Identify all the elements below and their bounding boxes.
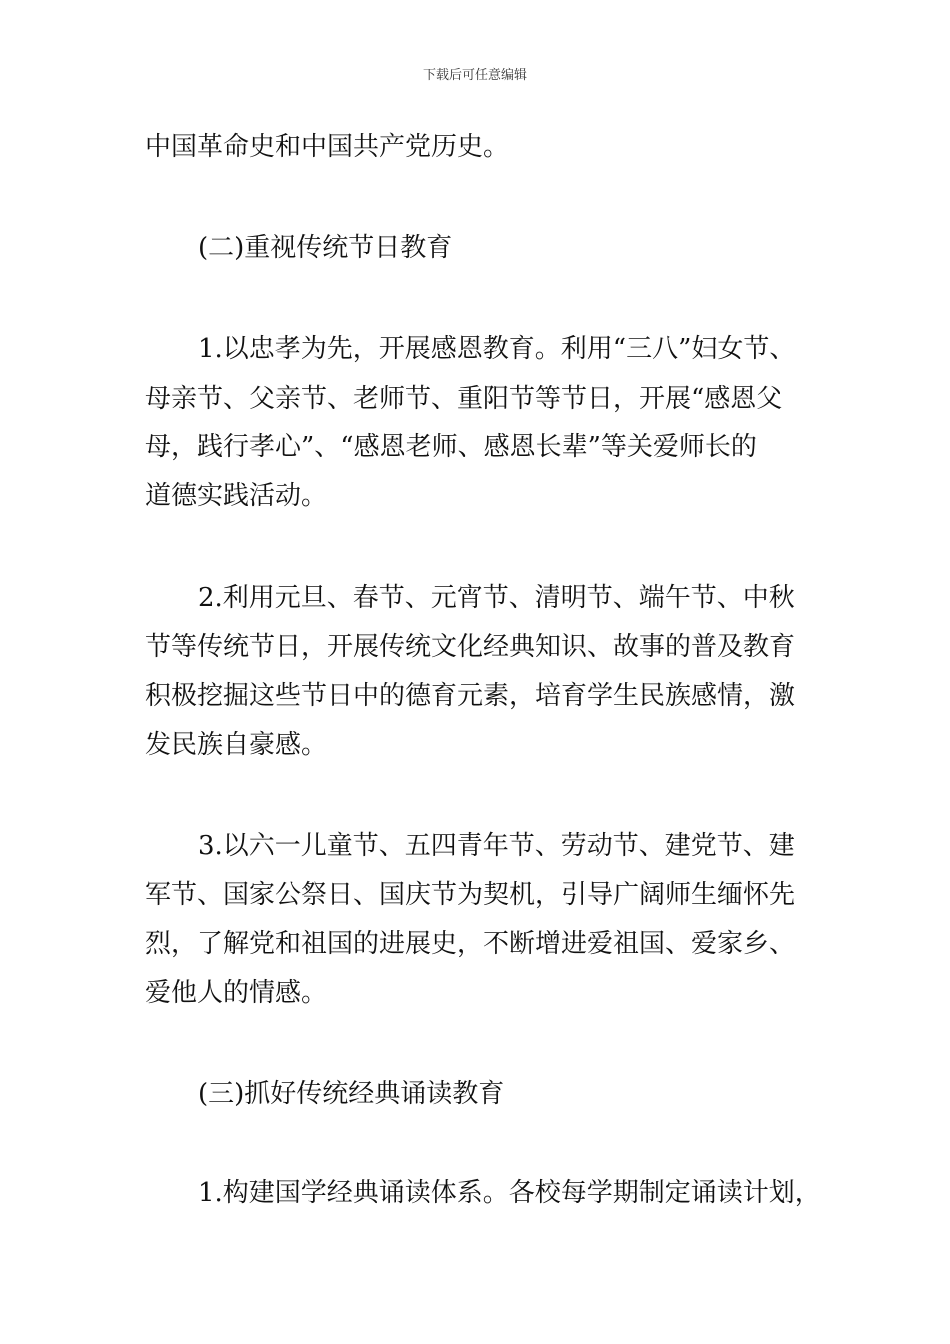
text-line: 道德实践活动。 (145, 481, 328, 511)
text-line: 军节、国家公祭日、国庆节为契机，引导广阔师生缅怀先 (145, 880, 796, 910)
text-line: 1.以忠孝为先，开展感恩教育。利用“三八”妇女节、 (198, 334, 796, 364)
page-header-note: 下载后可任意编辑 (422, 68, 527, 83)
text-line: 中国革命史和中国共产党历史。 (145, 132, 510, 162)
text-line: 2.利用元旦、春节、元宵节、清明节、端午节、中秋 (198, 583, 795, 613)
text-line: 节等传统节日，开展传统文化经典知识、故事的普及教育 (145, 632, 796, 662)
text-line: 爱他人的情感。 (145, 978, 328, 1008)
text-line: 1.构建国学经典诵读体系。各校每学期制定诵读计划， (198, 1178, 821, 1208)
text-line: 3.以六一儿童节、五四青年节、劳动节、建党节、建 (198, 831, 795, 861)
text-line: 母，践行孝心”、“感恩老师、感恩长辈”等关爱师长的 (145, 432, 757, 462)
text-line: 烈，了解党和祖国的进展史，不断增进爱祖国、爱家乡、 (145, 929, 796, 959)
text-line: 积极挖掘这些节日中的德育元素，培育学生民族感情，激 (145, 681, 796, 711)
section-heading: (二)重视传统节日教育 (198, 233, 453, 263)
section-heading: (三)抓好传统经典诵读教育 (198, 1079, 505, 1109)
text-line: 母亲节、父亲节、老师节、重阳节等节日，开展“感恩父 (145, 384, 783, 414)
text-line: 发民族自豪感。 (145, 730, 328, 760)
